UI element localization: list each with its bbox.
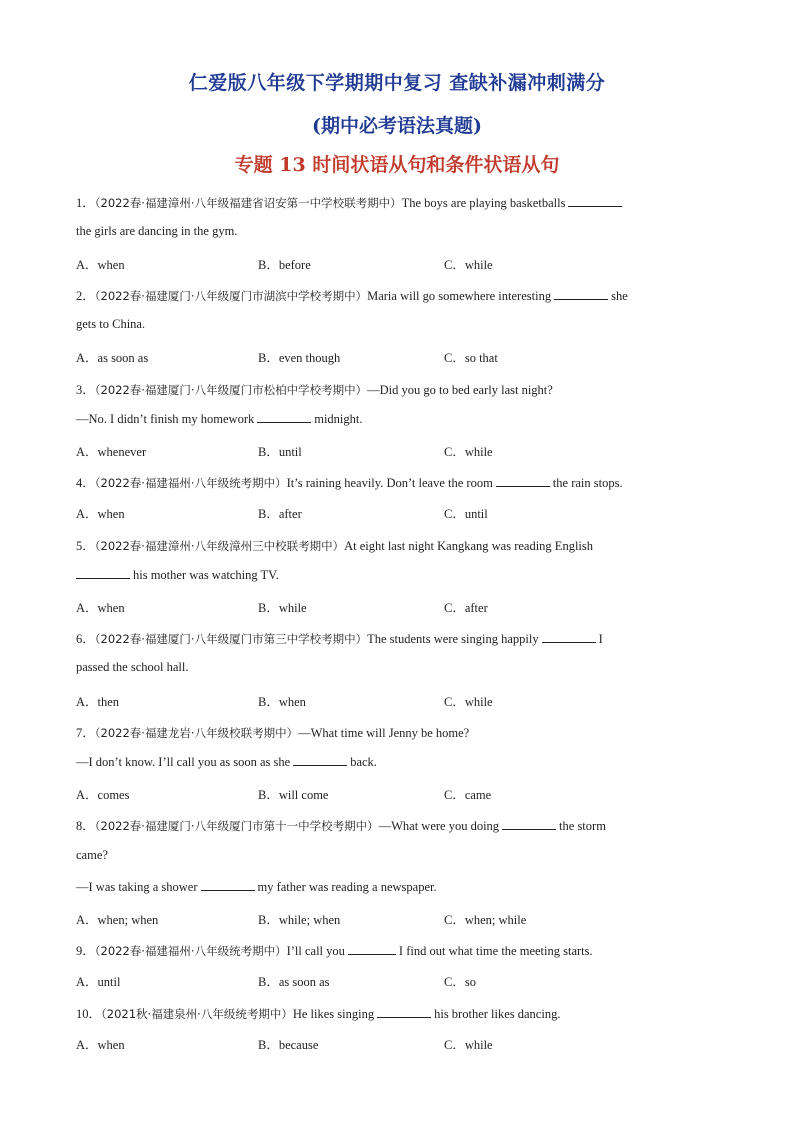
page-title: 仁爱版八年级下学期期中复习 查缺补漏冲刺满分 xyxy=(188,72,606,94)
question-8-option-a: A．when; when xyxy=(76,913,159,927)
question-5-option-c: C．after xyxy=(444,601,488,615)
question-7-line1: 7．（2022春·福建龙岩·八年级校联考期中）—What time will Jenny be home? xyxy=(76,726,470,740)
question-5-option-b: B．while xyxy=(258,601,307,615)
question-1-option-b: B．before xyxy=(258,258,311,272)
question-4-option-a: A．when xyxy=(76,507,125,521)
question-4-line1: 4．（2022春·福建福州·八年级统考期中）It’s raining heavily. Don’t leave the room the rain stops. xyxy=(76,476,623,490)
answer-blank xyxy=(496,475,550,487)
answer-blank xyxy=(257,411,311,423)
answer-blank xyxy=(201,879,255,891)
question-4-option-c: C．until xyxy=(444,507,488,521)
question-2-option-a: A．as soon as xyxy=(76,351,149,365)
question-3-line2: —No. I didn’t finish my homework midnight. xyxy=(76,412,363,426)
question-9-option-c: C．so xyxy=(444,975,476,989)
question-7-line2: —I don’t know. I’ll call you as soon as she back. xyxy=(76,755,377,769)
question-5-line2: his mother was watching TV. xyxy=(76,567,279,583)
question-6-line1: 6．（2022春·福建厦门·八年级厦门市第三中学校考期中）The students were singing happily I xyxy=(76,632,603,646)
answer-blank xyxy=(568,195,622,207)
question-10-option-a: A．when xyxy=(76,1038,125,1052)
page-subtitle: (期中必考语法真题) xyxy=(312,115,482,137)
question-3-option-a: A．whenever xyxy=(76,445,147,459)
question-9-option-a: A．until xyxy=(76,975,121,989)
question-7-option-a: A．comes xyxy=(76,788,130,802)
question-7-option-c: C．came xyxy=(444,788,492,802)
topic-title: 专题 13 时间状语从句和条件状语从句 xyxy=(234,154,560,176)
question-6-option-a: A．then xyxy=(76,695,120,709)
answer-blank xyxy=(76,567,130,579)
question-6-option-b: B．when xyxy=(258,695,306,709)
question-10-option-b: B．because xyxy=(258,1038,319,1052)
question-10-option-c: C．while xyxy=(444,1038,493,1052)
question-8-line1: 8．（2022春·福建厦门·八年级厦门市第十一中学校考期中）—What were you doing the storm xyxy=(76,819,606,833)
answer-blank xyxy=(348,943,396,955)
answer-blank xyxy=(542,631,596,643)
question-8-option-b: B．while; when xyxy=(258,913,341,927)
question-2-option-b: B．even though xyxy=(258,351,341,365)
question-9-line1: 9．（2022春·福建福州·八年级统考期中）I’ll call you I find out what time the meeting starts. xyxy=(76,944,593,958)
question-2-option-c: C．so that xyxy=(444,351,498,365)
question-2-line2: gets to China. xyxy=(76,317,146,331)
question-8-option-c: C．when; while xyxy=(444,913,527,927)
answer-blank xyxy=(554,288,608,300)
question-3-option-c: C．while xyxy=(444,445,493,459)
question-1-line2: the girls are dancing in the gym. xyxy=(76,224,238,238)
question-7-option-b: B．will come xyxy=(258,788,329,802)
answer-blank xyxy=(293,754,347,766)
question-6-option-c: C．while xyxy=(444,695,493,709)
question-4-option-b: B．after xyxy=(258,507,302,521)
question-6-line2: passed the school hall. xyxy=(76,660,189,674)
question-5-line1: 5．（2022春·福建漳州·八年级漳州三中校联考期中）At eight last night Kangkang was reading English xyxy=(76,539,594,553)
question-8-line3: —I was taking a shower my father was reading a newspaper. xyxy=(76,880,437,894)
question-8-line2: came? xyxy=(76,848,108,862)
question-5-option-a: A．when xyxy=(76,601,125,615)
question-3-option-b: B．until xyxy=(258,445,302,459)
question-2-line1: 2．（2022春·福建厦门·八年级厦门市湖滨中学校考期中）Maria will go somewhere interesting she xyxy=(76,289,628,303)
question-1-option-c: C．while xyxy=(444,258,493,272)
question-3-line1: 3．（2022春·福建厦门·八年级厦门市松柏中学校考期中）—Did you go to bed early last night? xyxy=(76,383,553,397)
question-9-option-b: B．as soon as xyxy=(258,975,330,989)
answer-blank xyxy=(377,1006,431,1018)
question-1-line1: 1．（2022春·福建漳州·八年级福建省诏安第一中学校联考期中）The boys are playing basketballs xyxy=(76,193,625,211)
question-10-line1: 10．（2021秋·福建泉州·八年级统考期中）He likes singing his brother likes dancing. xyxy=(76,1007,561,1021)
answer-blank xyxy=(502,818,556,830)
question-1-option-a: A．when xyxy=(76,258,125,272)
